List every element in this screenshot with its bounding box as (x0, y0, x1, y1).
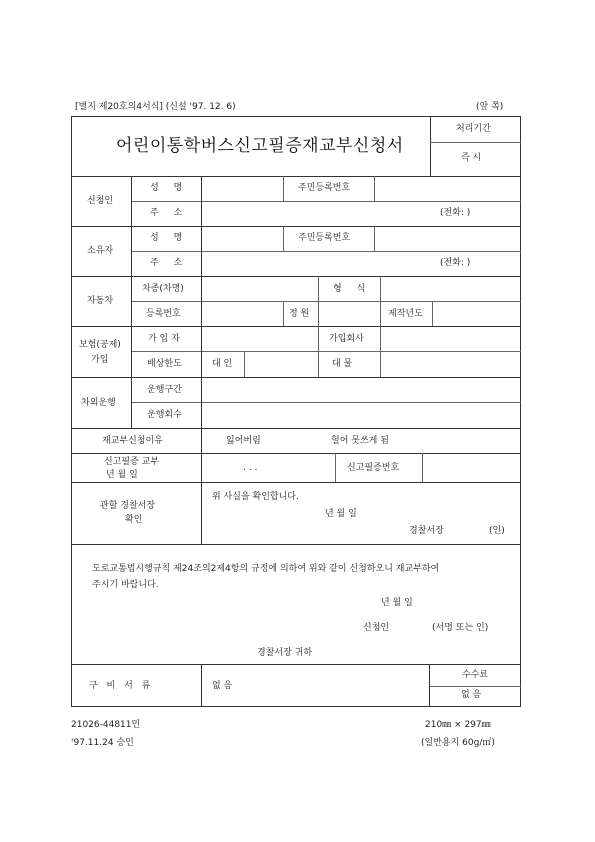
vehicle-section-label: 자동차 (87, 296, 114, 306)
row-line (71, 377, 521, 378)
police-chief: 경찰서장 (409, 526, 444, 536)
request-signature[interactable]: (서명 또는 인) (432, 623, 489, 633)
vehicle-reg-label: 등록번호 (146, 309, 181, 319)
row-line (71, 176, 521, 177)
form-reference: [별지 제20호의4서식] (신설 '97. 12. 6) (75, 102, 236, 112)
owner-id-label: 주민등록번호 (298, 233, 351, 243)
row-line (131, 301, 521, 302)
applicant-address-label: 주 소 (150, 208, 189, 218)
row-line (71, 664, 521, 665)
row-line (131, 201, 521, 202)
title-divider (430, 116, 431, 176)
section-column-line (131, 176, 132, 428)
period-divider (430, 142, 521, 143)
applicant-id-label: 주민등록번호 (298, 183, 351, 193)
fee-value: 없 음 (461, 690, 482, 700)
row-line (71, 428, 521, 429)
owner-phone: (전화: ) (440, 258, 471, 268)
form-code: 21026-44811민 (71, 720, 141, 730)
row-line (131, 402, 521, 403)
operation-count-label: 운행회수 (147, 410, 182, 420)
cell-line (374, 176, 375, 201)
applicant-name-label: 성 명 (150, 183, 189, 193)
row-line (71, 326, 521, 327)
page-side: (앞 쪽) (476, 102, 504, 112)
extra-operation-section-label: 차외운행 (81, 398, 116, 408)
property-damage-label: 대 물 (332, 359, 353, 369)
cell-line (283, 176, 284, 201)
request-addressee: 경찰서장 귀하 (257, 648, 313, 658)
cell-line (422, 453, 423, 482)
vehicle-type-label: 형 식 (333, 284, 372, 294)
certificate-number-label: 신고필증번호 (347, 463, 400, 473)
vehicle-capacity-label: 정 원 (289, 309, 310, 319)
issue-date-label: 신고필증 교부 (104, 457, 160, 467)
cell-line (380, 326, 381, 377)
row-line (131, 351, 521, 352)
request-text-line2: 주시기 바랍니다. (92, 580, 159, 590)
cell-line (283, 301, 284, 326)
request-text-line1: 도로교통법시행규칙 제24조의2제4항의 규정에 의하여 위와 같이 신청하오니 재교부하여 (92, 564, 440, 574)
row-line (71, 226, 521, 227)
applicant-section-label: 신청인 (87, 196, 114, 206)
paper-type: (일반용지 60g/㎡) (421, 738, 495, 748)
police-seal: (인) (489, 526, 505, 536)
fee-column-line (429, 664, 430, 707)
row-line (71, 544, 521, 545)
cell-line (374, 226, 375, 251)
cell-line (380, 276, 381, 326)
owner-address-label: 주 소 (150, 258, 189, 268)
issue-date-label-2: 년 월 일 (106, 470, 138, 480)
vehicle-year-label: 제작년도 (388, 309, 423, 319)
processing-period-label: 처리기간 (456, 124, 491, 134)
row-line (131, 251, 521, 252)
label-column-line (201, 664, 202, 707)
insured-label: 가 입 자 (148, 334, 180, 344)
police-confirm-label-2: 확인 (125, 515, 143, 525)
insurance-section-label-2: 가입 (91, 355, 109, 365)
personal-injury-label: 대 인 (212, 359, 233, 369)
police-confirm-label: 관할 경찰서장 (100, 501, 156, 511)
request-applicant-label: 신청인 (363, 623, 390, 633)
processing-period-value: 즉 시 (461, 153, 482, 163)
row-line (429, 686, 521, 687)
request-date: 년 월 일 (381, 598, 413, 608)
issue-date-value[interactable]: . . . (243, 463, 258, 473)
documents-value: 없 음 (212, 681, 233, 691)
row-line (71, 482, 521, 483)
documents-label: 구 비 서 류 (89, 681, 154, 691)
cell-line (244, 351, 245, 377)
reason-label: 재교부신청이유 (102, 436, 163, 446)
applicant-phone: (전화: ) (440, 208, 471, 218)
row-line (71, 453, 521, 454)
cell-line (432, 301, 433, 326)
cell-line (318, 276, 319, 301)
insurance-company-label: 가입회사 (329, 334, 364, 344)
police-statement: 위 사실을 확인합니다. (212, 492, 299, 502)
cell-line (318, 326, 319, 377)
approval-date: '97.11.24 승인 (71, 738, 134, 748)
police-date: 년 월 일 (325, 509, 357, 519)
paper-size: 210㎜ × 297㎜ (425, 720, 491, 730)
form-frame (71, 116, 521, 707)
vehicle-model-label: 차종(차명) (142, 284, 184, 294)
owner-section-label: 소유자 (87, 246, 114, 256)
cell-line (318, 301, 319, 326)
cell-line (283, 226, 284, 251)
reason-option-lost[interactable]: 잃어버림 (226, 436, 261, 446)
owner-name-label: 성 명 (150, 233, 189, 243)
row-line (71, 276, 521, 277)
form-title: 어린이통학버스신고필증재교부신청서 (116, 136, 404, 156)
label-column-line (201, 176, 202, 544)
cell-line (335, 453, 336, 482)
route-label: 운행구간 (147, 385, 182, 395)
coverage-limit-label: 배상한도 (147, 359, 182, 369)
fee-label: 수수료 (462, 670, 489, 680)
reason-option-damaged[interactable]: 헐어 못쓰게 됨 (331, 436, 389, 446)
insurance-section-label: 보험(공제) (79, 340, 121, 350)
